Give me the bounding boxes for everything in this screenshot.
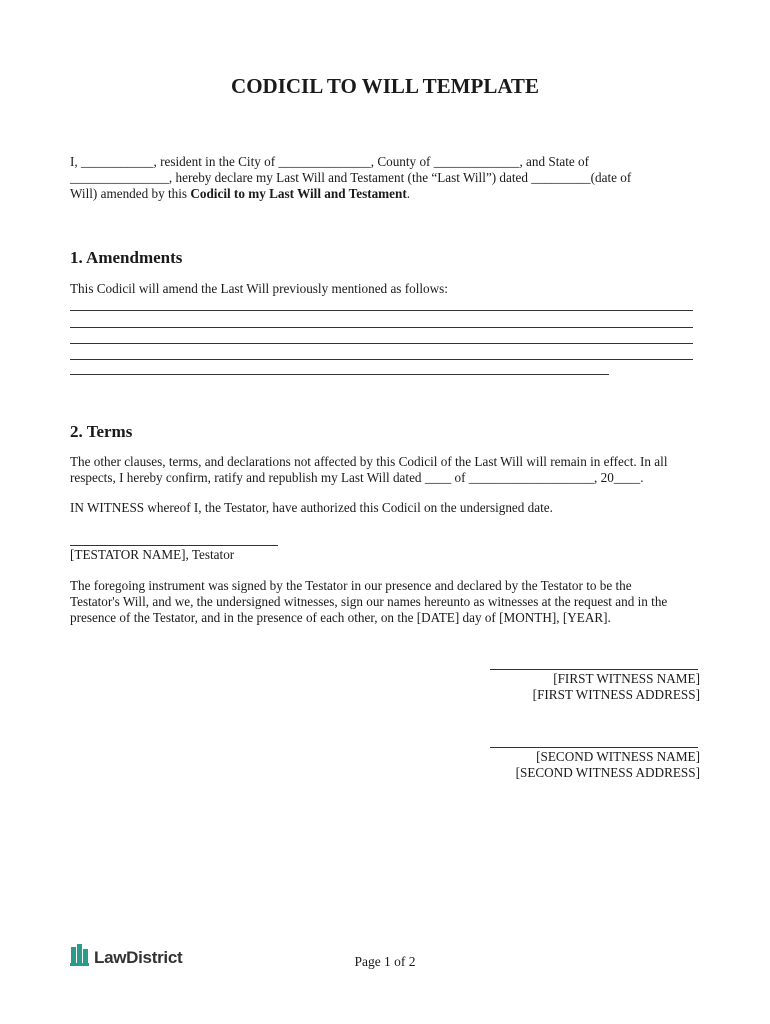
brand-name: LawDistrict [94,947,183,967]
intro-paragraph [70,154,700,202]
attestation-line-2: Testator's Will, and we, the undersigned witnesses, sign our names hereunto as witnesses at the request and in the [70,594,668,609]
intro-line-1: I, ___________, resident in the City of ______________, County of _____________, and State of [70,154,590,169]
intro-line-3-bold: Codicil to my Last Will and Testament [190,186,407,201]
testator-label: [TESTATOR NAME], Testator [70,547,235,562]
first-witness-name: [FIRST WITNESS NAME] [553,671,700,686]
page-number: Page 1 of 2 [354,954,416,969]
first-witness-block [70,671,700,703]
witness-clause: IN WITNESS whereof I, the Testator, have authorized this Codicil on the undersigned date. [70,500,553,515]
second-witness-name: [SECOND WITNESS NAME] [536,749,700,764]
testator-signature-line [70,545,278,546]
first-witness-address: [FIRST WITNESS ADDRESS] [532,687,700,702]
terms-line-1: The other clauses, terms, and declarations not affected by this Codicil of the Last Will will remain in effect. In all [70,454,668,469]
terms-paragraph [70,454,700,486]
section-heading-terms: 2. Terms [70,422,133,441]
amendment-blank-line [70,359,693,360]
amendments-intro: This Codicil will amend the Last Will previously mentioned as follows: [70,281,448,296]
attestation-paragraph [70,578,700,626]
intro-line-2: _______________, hereby declare my Last Will and Testament (the “Last Will”) dated _________(date of [70,170,632,185]
second-witness-signature-line [490,747,698,748]
amendment-blank-line [70,310,693,311]
intro-line-3-pre: Will) amended by this [70,186,191,201]
intro-line-3 [70,186,700,202]
attestation-line-1: The foregoing instrument was signed by the Testator in our presence and declared by the Testator to be the [70,578,632,593]
document-title: CODICIL TO WILL TEMPLATE [231,74,539,98]
section-heading-amendments: 1. Amendments [70,248,183,267]
terms-line-2: respects, I hereby confirm, ratify and republish my Last Will dated ____ of ___________________, 20____. [70,470,644,485]
amendment-blank-line [70,343,693,344]
attestation-line-3: presence of the Testator, and in the presence of each other, on the [DATE] day of [MONTH], [YEAR]. [70,610,611,625]
amendment-blank-line [70,374,609,375]
amendment-blank-line [70,327,693,328]
first-witness-signature-line [490,669,698,670]
second-witness-address: [SECOND WITNESS ADDRESS] [515,765,700,780]
second-witness-block [70,749,700,781]
intro-line-3-post: . [406,186,411,201]
